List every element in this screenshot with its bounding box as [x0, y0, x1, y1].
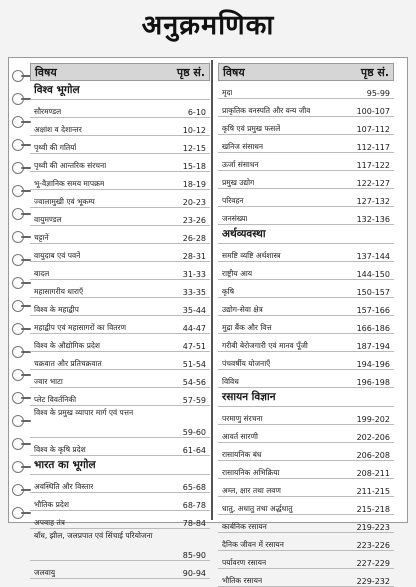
- toc-entry-page: 122-127: [356, 179, 390, 188]
- toc-entry-title: सौरमण्डल: [34, 107, 62, 116]
- toc-entry-page: 51-54: [182, 360, 206, 369]
- toc-entry-page: 23-26: [182, 216, 206, 225]
- toc-entry-title: जलवायु: [34, 568, 56, 577]
- toc-entry: [218, 298, 394, 316]
- toc-entry-page: 31-33: [182, 270, 206, 279]
- toc-entry-page: 12-15: [182, 144, 206, 153]
- toc-entry-title: जनसंख्या: [222, 214, 248, 223]
- toc-entry-title: मुद्रा बैंक और वित्त: [222, 323, 272, 332]
- toc-entry: [218, 407, 394, 425]
- toc-entry: [30, 100, 210, 118]
- toc-entry: [218, 551, 394, 569]
- toc-entry-page: 20-23: [182, 198, 206, 207]
- left-column-header: [30, 63, 210, 81]
- toc-entry: [30, 226, 210, 244]
- toc-entry-page: 65-68: [182, 483, 206, 492]
- toc-entry-title: अपवाह तंत्र: [34, 518, 65, 527]
- toc-entry-title: महासागरीय धाराएँ: [34, 287, 84, 296]
- toc-entry-title: ज्वार भाटा: [34, 377, 63, 386]
- toc-entry-title: बादल: [34, 269, 50, 278]
- toc-entry-page: 54-56: [182, 378, 206, 387]
- section-heading: विश्व भूगोल: [30, 81, 210, 100]
- binder-ring: [12, 415, 24, 427]
- toc-entry-title: धातु, अधातु तथा अर्द्धधातु: [222, 504, 293, 513]
- toc-entry-title: वायुदाब एवं पवनें: [34, 251, 81, 260]
- toc-entry: [218, 171, 394, 189]
- binder-ring: [12, 254, 24, 266]
- toc-entry: [30, 334, 210, 352]
- toc-entry-title: विश्व के औद्योगिक प्रदेश: [34, 341, 100, 350]
- subject-header: विषय: [223, 65, 245, 79]
- toc-entry: [218, 443, 394, 461]
- toc-entry-title: चट्टानें: [34, 233, 49, 242]
- binder-ring: [12, 484, 24, 496]
- toc-entry-page: 59-60: [182, 428, 206, 437]
- right-column-header: [218, 63, 394, 81]
- toc-entry-page: 199-202: [356, 415, 390, 424]
- binder-ring: [12, 300, 24, 312]
- toc-entry-title: कार्बनिक रसायन: [222, 522, 267, 531]
- toc-entry-title: पर्यावरण रसायन: [222, 558, 267, 567]
- binder-ring: [12, 162, 24, 174]
- binder-ring: [12, 392, 24, 404]
- toc-entry-title: परिवहन: [222, 196, 244, 205]
- toc-entry: [218, 334, 394, 352]
- toc-entry: [30, 262, 210, 280]
- toc-entry-page: 187-194: [356, 342, 390, 351]
- left-toc-list: [30, 81, 210, 579]
- toc-entry: [30, 529, 210, 561]
- toc-entry-title: भौतिक रसायन: [222, 576, 263, 585]
- toc-entry-title: कृषि एवं प्रमुख फसलें: [222, 124, 281, 133]
- toc-entry: [218, 153, 394, 171]
- toc-entry-page: 227-229: [356, 559, 390, 568]
- toc-entry: [30, 475, 210, 493]
- toc-entry-title: कृषि: [222, 287, 235, 296]
- toc-entry-title: विश्व के कृषि प्रदेश: [34, 445, 86, 454]
- subject-header: विषय: [35, 65, 57, 79]
- toc-entry-page: 127-132: [356, 197, 390, 206]
- binder-ring: [12, 438, 24, 450]
- toc-entry-title: पंचवर्षीय योजनाएँ: [222, 359, 271, 368]
- toc-entry: [30, 244, 210, 262]
- toc-entry-title: अम्ल, क्षार तथा लवण: [222, 486, 281, 495]
- binder-ring: [12, 323, 24, 335]
- binder-ring: [12, 185, 24, 197]
- toc-entry: [30, 511, 210, 529]
- toc-entry-title: महाद्वीप एवं महासागरों का वितरण: [34, 323, 127, 332]
- toc-entry-title: विश्व के प्रमुख व्यापार मार्ग एवं पत्तन: [34, 408, 134, 417]
- toc-entry-page: 196-198: [356, 378, 390, 387]
- toc-entry-page: 211-215: [356, 487, 390, 496]
- toc-entry: [218, 81, 394, 99]
- toc-entry: [218, 99, 394, 117]
- toc-entry: [218, 497, 394, 515]
- toc-entry: [218, 117, 394, 135]
- section-heading: भारत का भूगोल: [30, 456, 210, 475]
- section-heading: अर्थव्यवस्था: [218, 225, 394, 244]
- toc-entry: [30, 118, 210, 136]
- toc-entry-title: समष्टि व्यष्टि अर्थशास्त्र: [222, 251, 281, 260]
- binder-ring: [12, 139, 24, 151]
- toc-entry: [218, 189, 394, 207]
- toc-entry-title: ज्वालामुखी एवं भूकम्प: [34, 197, 95, 206]
- toc-entry-title: रासायनिक बंध: [222, 450, 262, 459]
- toc-entry-title: भू-वैज्ञानिक समय मापक्रम: [34, 179, 105, 188]
- toc-entry: [30, 316, 210, 334]
- toc-entry-page: 215-218: [356, 505, 390, 514]
- toc-entry: [218, 533, 394, 551]
- toc-entry-page: 33-35: [182, 288, 206, 297]
- binder-ring: [12, 116, 24, 128]
- toc-entry-title: अक्षांश व देशान्तर: [34, 125, 82, 134]
- toc-entry-page: 132-136: [356, 215, 390, 224]
- toc-entry-page: 107-112: [356, 125, 390, 134]
- page-header: पृष्ठ सं.: [360, 65, 389, 79]
- right-toc-list: [218, 81, 394, 587]
- toc-entry-page: 229-232: [356, 577, 390, 586]
- toc-entry-page: 90-94: [182, 569, 206, 578]
- toc-entry: [30, 208, 210, 226]
- binder-ring: [12, 369, 24, 381]
- toc-entry: [218, 479, 394, 497]
- toc-entry-page: 144-150: [356, 270, 390, 279]
- toc-entry-title: प्रमुख उद्योग: [222, 178, 255, 187]
- toc-entry-page: 112-117: [356, 143, 390, 152]
- toc-entry-title: परमाणु संरचना: [222, 414, 263, 423]
- toc-entry-page: 44-47: [182, 324, 206, 333]
- page-title: अनुक्रमणिका: [141, 10, 275, 41]
- toc-entry-title: चक्रवात और प्रतिचक्रवात: [34, 359, 102, 368]
- toc-entry: [30, 136, 210, 154]
- toc-entry: [30, 493, 210, 511]
- toc-entry-page: 10-12: [182, 126, 206, 135]
- toc-entry-page: 194-196: [356, 360, 390, 369]
- toc-entry-page: 202-206: [356, 433, 390, 442]
- toc-entry-page: 18-19: [182, 180, 206, 189]
- binder-ring: [12, 231, 24, 243]
- toc-entry-title: वायुमण्डल: [34, 215, 62, 224]
- toc-entry-page: 95-99: [366, 89, 390, 98]
- binder-ring: [12, 346, 24, 358]
- toc-entry: [218, 425, 394, 443]
- toc-entry-title: रासायनिक अभिक्रिया: [222, 468, 280, 477]
- toc-entry: [218, 352, 394, 370]
- toc-entry-title: गरीबी बेरोजगारी एवं मानव पूँजी: [222, 341, 308, 350]
- toc-entry: [218, 370, 394, 388]
- toc-entry: [218, 207, 394, 225]
- toc-entry-page: 6-10: [187, 108, 206, 117]
- toc-entry: [218, 244, 394, 262]
- binder-rings: [12, 60, 32, 520]
- toc-entry: [30, 561, 210, 579]
- binder-ring: [12, 208, 24, 220]
- toc-entry-title: भौतिक प्रदेश: [34, 500, 69, 509]
- toc-entry-page: 61-64: [182, 446, 206, 455]
- toc-entry-page: 206-208: [356, 451, 390, 460]
- toc-entry-title: ऊर्जा संसाधन: [222, 160, 259, 169]
- toc-entry-page: 137-144: [356, 252, 390, 261]
- toc-entry-title: विश्व के महाद्वीप: [34, 305, 79, 314]
- toc-entry-title: राष्ट्रीय आय: [222, 269, 253, 278]
- toc-entry: [30, 190, 210, 208]
- toc-entry-page: 157-166: [356, 306, 390, 315]
- toc-entry: [30, 406, 210, 438]
- toc-entry-title: आवर्त सारणी: [222, 432, 258, 441]
- toc-entry-title: खनिज संसाधन: [222, 142, 264, 151]
- toc-entry-page: 68-78: [182, 501, 206, 510]
- toc-entry-page: 100-107: [356, 107, 390, 116]
- toc-entry-page: 78-84: [182, 519, 206, 528]
- toc-entry: [30, 298, 210, 316]
- toc-entry-page: 117-122: [356, 161, 390, 170]
- toc-entry: [30, 352, 210, 370]
- toc-entry-title: दैनिक जीवन में रसायन: [222, 540, 284, 549]
- toc-entry: [218, 316, 394, 334]
- toc-entry-title: प्लेट विवर्तनिकी: [34, 395, 77, 404]
- toc-entry-page: 219-223: [356, 523, 390, 532]
- toc-entry-page: 85-90: [182, 551, 206, 560]
- toc-entry-page: 57-59: [182, 396, 206, 405]
- toc-entry: [218, 135, 394, 153]
- toc-entry-page: 150-157: [356, 288, 390, 297]
- toc-entry-page: 15-18: [182, 162, 206, 171]
- toc-entry-page: 26-28: [182, 234, 206, 243]
- toc-entry: [218, 569, 394, 587]
- toc-entry: [30, 154, 210, 172]
- right-column: [218, 63, 394, 587]
- toc-entry: [30, 438, 210, 456]
- toc-entry-page: 208-211: [356, 469, 390, 478]
- left-column: [30, 63, 210, 579]
- toc-entry-page: 35-44: [182, 306, 206, 315]
- page-header: पृष्ठ सं.: [176, 65, 205, 79]
- toc-entry-title: पृथ्वी की गतियाँ: [34, 143, 77, 152]
- binder-ring: [12, 93, 24, 105]
- toc-entry: [30, 370, 210, 388]
- toc-entry: [218, 515, 394, 533]
- toc-entry-page: 47-51: [182, 342, 206, 351]
- toc-entry-title: अवस्थिति और विस्तार: [34, 482, 94, 491]
- toc-entry: [218, 461, 394, 479]
- toc-entry-page: 223-226: [356, 541, 390, 550]
- toc-entry: [30, 280, 210, 298]
- column-divider: [211, 60, 213, 520]
- binder-ring: [12, 461, 24, 473]
- toc-entry-title: विविध: [222, 377, 239, 386]
- toc-entry-title: उद्योग-सेवा क्षेत्र: [222, 305, 263, 314]
- toc-entry-title: पृथ्वी की आन्तरिक संरचना: [34, 161, 107, 170]
- toc-entry-page: 28-31: [182, 252, 206, 261]
- toc-entry: [218, 280, 394, 298]
- binder-ring: [12, 277, 24, 289]
- toc-entry: [218, 262, 394, 280]
- toc-entry: [30, 388, 210, 406]
- toc-entry-page: 166-186: [356, 324, 390, 333]
- toc-entry-title: प्राकृतिक वनस्पति और वन्य जीव: [222, 106, 311, 115]
- toc-entry-title: बाँध, झील, जलप्रपात एवं सिंचाई परियोजना: [34, 531, 153, 540]
- binder-ring: [12, 507, 24, 519]
- toc-entry-title: मृदा: [222, 88, 233, 97]
- section-heading: रसायन विज्ञान: [218, 388, 394, 407]
- toc-entry: [30, 172, 210, 190]
- binder-ring: [12, 70, 24, 82]
